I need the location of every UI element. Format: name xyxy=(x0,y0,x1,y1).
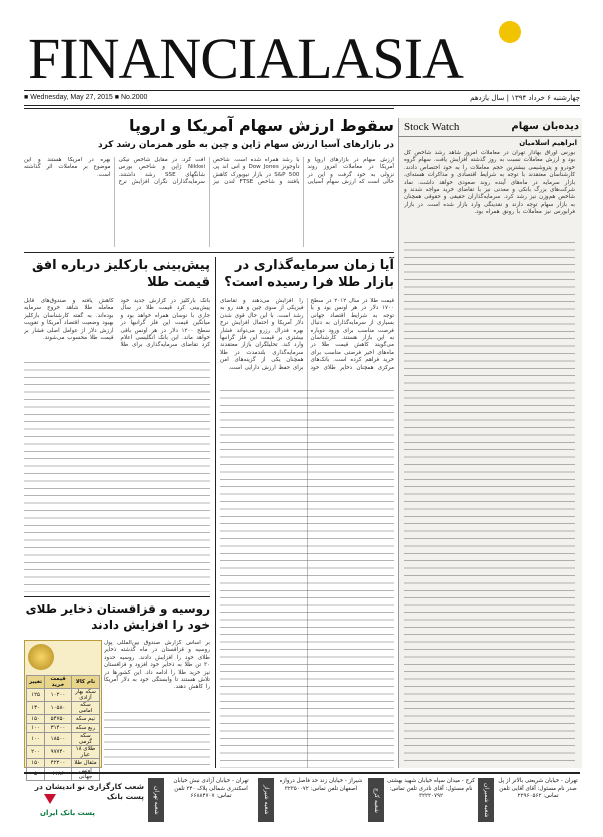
russia-kz-headline: روسیه و قزاقستان ذخایر طلای خود را افزایش دادند xyxy=(25,602,210,632)
table-cell: ۳۱۴۰۰ xyxy=(45,724,72,733)
table-cell: ۲۰۰ xyxy=(27,746,45,759)
table-row xyxy=(27,689,100,702)
footer-col-text: تهران - خیابان آزادی نبش خیابان اسکندری شمالی پلاک ۲۴۰ تلفن تماس: ۶۶۸۸۴۷۰۷ xyxy=(173,778,249,799)
text-filler xyxy=(104,712,210,768)
newspaper-logo xyxy=(28,26,463,91)
table-row xyxy=(27,715,100,724)
table-cell: سکه امامی xyxy=(71,702,99,715)
table-cell: ۵ xyxy=(27,768,45,781)
table-cell: نیم سکه xyxy=(71,715,99,724)
logo-left-text: FINANCIAL xyxy=(28,26,332,91)
table-row xyxy=(27,746,100,759)
footer-col-label: شعبه تهران xyxy=(148,778,164,822)
table-row xyxy=(27,702,100,715)
table-cell: ربع سکه xyxy=(71,724,99,733)
footer-ad-strip xyxy=(24,772,580,826)
footer-col-label: شعبه شمیران xyxy=(478,778,494,822)
divider xyxy=(24,252,394,253)
table-cell: ۱۰۰ xyxy=(27,724,45,733)
table-cell: ۹۷۷۴۰ xyxy=(45,746,72,759)
divider xyxy=(215,257,216,768)
table-cell: ۱۲۵ xyxy=(27,689,45,702)
lead-headline: سقوط ارزش سهام آمریکا و اروپا xyxy=(128,116,394,135)
table-header: نام کالا xyxy=(71,676,99,689)
divider xyxy=(24,108,394,109)
footer-col-text: شیراز - خیابان زند حد فاصل دروازه اصفهان تلفن تماس: ۳۲۳۵۰۰۷۲ xyxy=(279,778,363,792)
table-cell: مثقال طلا xyxy=(71,759,99,768)
dateline-en: ■ Wednesday, May 27, 2015 ■ No.2000 xyxy=(24,94,148,101)
footer-col-label: شعبه کرج xyxy=(368,778,384,822)
gold-price-table xyxy=(26,675,100,781)
footer-branches-title: شعب کارگزاری نو اندیشان در پست بانک xyxy=(34,782,144,801)
lead-subhead: در بازارهای آسیا ارزش سهام ژاپن و چین به طور همزمان رشد کرد xyxy=(97,140,394,150)
barclays-body: بانک بارکلیز در گزارش جدید خود پیش‌بینی کرد قیمت طلا در سال جاری با نوسان همراه خواهد بود و میانگین قیمت این فلز گرانبها در سطح ۱۲۰۰ دلار در هر اونس باقی خواهد ماند. این بانک انگلیسی اعلام کرد تقاضای سرمایه‌گذاری برای طلا کاهش یافته و صندوق‌های قابل معامله طلا شاهد خروج سرمایه بوده‌اند. به گفته کارشناسان بارکلیز بهبود وضعیت اقتصاد آمریکا و تقویت ارزش دلار از عوامل اصلی فشار بر قیمت طلا محسوب می‌شوند. xyxy=(24,298,210,349)
table-cell: سکه بهار آزادی xyxy=(71,689,99,702)
date-en: Wednesday, May 27, 2015 xyxy=(30,94,113,101)
lead-body: ارزش سهام در بازارهای اروپا و آمریکا در معاملات امروز روند نزولی به خود گرفت و این در حالی است که ارزش سهام آسیایی با رشد همراه شده است. شاخص داوجونز Dow Jones و اس اند پی S&P 500 در بازار نیویورک کاهش یافتند و شاخص FTSE لندن نیز افت کرد. در مقابل شاخص نیکی Nikkei ژاپن و شاخص بورس شانگهای SSE رشد داشتند. سرمایه‌گذاران نگران افزایش نرخ بهره در آمریکا هستند و این موضوع بر معاملات اثر گذاشته است. xyxy=(24,157,394,186)
footer-col-text: تهران - خیابان شریعتی بالاتر از پل صدر نام مسئول: آقای آقایی تلفن تماس: ۲۲۹۶۰۵۶۲ xyxy=(498,778,578,799)
gold-price-box xyxy=(24,640,102,780)
table-row xyxy=(27,759,100,768)
sidebar-author: ابراهیم اسلامیان xyxy=(519,139,577,147)
stock-watch-title-en: Stock Watch xyxy=(404,121,460,133)
table-cell: ۱۸۵۰۰ xyxy=(45,733,72,746)
text-filler xyxy=(220,390,394,768)
table-cell: ۱۰۰ xyxy=(27,733,45,746)
stock-watch-title-fa: دیده‌بان سهام xyxy=(511,121,579,132)
table-cell: اونس جهانی xyxy=(71,768,99,781)
logo-right-text: ASIA xyxy=(331,26,463,91)
table-cell: ۱۳۰ xyxy=(27,702,45,715)
gold-question-body: قیمت طلا در سال ۲۰۱۲ در سطح ۱۷۰۰ دلار در هر اونس بود و با توجه به شرایط اقتصاد جهانی بسیاری از سرمایه‌گذاران به دنبال فرصت مناسب برای ورود دوباره به این بازار هستند. کارشناسان می‌گویند کاهش قیمت طلا در ماه‌های اخیر فرصتی مناسب برای خرید فراهم کرده است. بانک‌های مرکزی همچنان ذخایر طلای خود را افزایش می‌دهند و تقاضای فیزیکی از سوی چین و هند رو به رشد است. با این حال قوی شدن دلار آمریکا و احتمال افزایش نرخ بهره فدرال رزرو می‌تواند فشار بیشتری بر قیمت این فلز گرانبها وارد کند. تحلیلگران بازار معتقدند سرمایه‌گذاری بلندمدت در طلا همچنان یکی از گزینه‌های امن برای حفظ ارزش دارایی است. xyxy=(220,298,394,371)
table-cell: ۱۱۸۶ xyxy=(45,768,72,781)
footer-col-text: کرج - میدان سپاه خیابان شهید بهشتی نام مسئول: آقای نادری تلفن تماس: ۳۲۲۲۰۷۹۲ xyxy=(387,778,475,799)
gold-question-headline: آیا زمان سرمایه‌گذاری در بازار طلا فرا رسیده است؟ xyxy=(224,258,394,290)
table-cell: سکه گرمی xyxy=(71,733,99,746)
table-cell: ۱۵۰ xyxy=(27,759,45,768)
table-cell: ۱۰۵۸۰ xyxy=(45,702,72,715)
date-fa: چهارشنبه ۶ خرداد ۱۳۹۴ | سال یازدهم xyxy=(470,94,580,102)
masthead xyxy=(0,0,603,90)
table-cell: طلای ۱۸ عیار xyxy=(71,746,99,759)
table-header: تغییر xyxy=(27,676,45,689)
text-filler xyxy=(404,242,575,764)
sidebar-body: بورس اوراق بهادار تهران در معاملات امروز شاهد رشد شاخص کل بود و ارزش معاملات نسبت به روز گذشته افزایش یافت. سهام گروه خودرو و پتروشیمی بیشترین حجم معاملات را به خود اختصاص دادند. کارشناسان معتقدند با توجه به شرایط اقتصادی و مذاکرات هسته‌ای، بازار سرمایه در ماه‌های آینده روند صعودی خواهد داشت. نماد شرکت‌های بزرگ بانکی و معدنی نیز با تقاضای خرید مواجه شدند و شاخص هم‌وزن نیز رشد کرد. سرمایه‌گذاران حقیقی و حقوقی همچنان به بازار سهام توجه دارند و نقدینگی وارد بازار شده است. در بازار فرابورس نیز معاملات با رونق همراه بود. xyxy=(404,150,575,216)
table-cell: ۴۲۲۰۰ xyxy=(45,759,72,768)
bank-logo-icon xyxy=(44,794,56,804)
table-row xyxy=(27,733,100,746)
dateline-bar xyxy=(24,90,580,106)
table-header: قیمت خرید xyxy=(45,676,72,689)
gold-coin-icon xyxy=(28,644,54,670)
footer-col-label: شعبه شیراز xyxy=(258,778,274,822)
table-cell: ۱۰۲۰۰ xyxy=(45,689,72,702)
issue-en: No.2000 xyxy=(120,94,148,101)
table-row xyxy=(27,724,100,733)
divider xyxy=(24,596,210,597)
barclays-headline: پیش‌بینی بارکلیز درباره افق قیمت طلا xyxy=(31,258,210,290)
table-cell: ۵۴۷۵۰ xyxy=(45,715,72,724)
bank-logo-text: پست بانک ایران xyxy=(40,809,95,817)
text-filler xyxy=(24,362,210,592)
table-cell: ۱۵۰ xyxy=(27,715,45,724)
sun-dot-icon xyxy=(499,21,521,43)
russia-kz-body: بر اساس گزارش صندوق بین‌المللی پول روسیه و قزاقستان در ماه گذشته ذخایر طلای خود را افزایش دادند. روسیه حدود ۳۰ تن طلا به ذخایر خود افزود و قزاقستان نیز خرید طلا را ادامه داد. این کشورها در تلاش هستند تا وابستگی خود به دلار آمریکا را کاهش دهند. xyxy=(104,640,210,691)
